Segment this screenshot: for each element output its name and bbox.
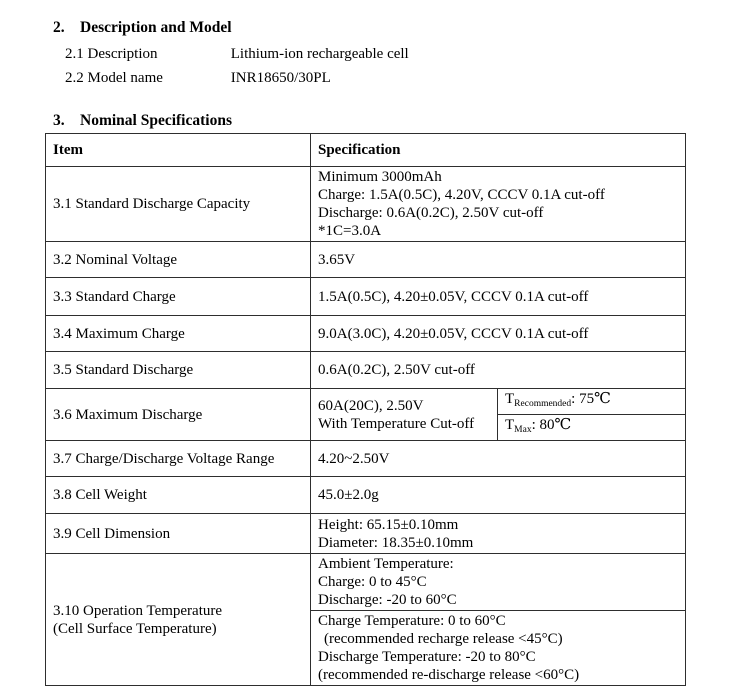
item-cell: 3.6 Maximum Discharge	[46, 389, 311, 441]
spec-cell: 45.0±2.0g	[311, 477, 686, 514]
item-cell: 3.4 Maximum Charge	[46, 316, 311, 352]
spec-cell: 4.20~2.50V	[311, 441, 686, 477]
table-header-row	[46, 134, 686, 167]
table-row	[46, 167, 686, 242]
t-max-prefix: T	[505, 417, 515, 433]
table-row	[46, 352, 686, 389]
section-3-number: 3.	[53, 112, 65, 129]
spec-line: Height: 65.15±0.10mm	[318, 516, 459, 533]
item-column-header: Item	[46, 134, 311, 167]
item-cell: 3.7 Charge/Discharge Voltage Range	[46, 441, 311, 477]
item-cell: 3.3 Standard Charge	[46, 278, 311, 316]
item-cell: 3.9 Cell Dimension	[46, 514, 311, 554]
item-line: 3.10 Operation Temperature	[53, 602, 223, 619]
spec-line: Charge: 0 to 45°C	[318, 574, 427, 590]
description-label: 2.1 Description	[65, 46, 158, 62]
spec-cell	[311, 514, 686, 554]
t-recommended-cell	[498, 389, 686, 415]
spec-line: Discharge Temperature: -20 to 80°C	[318, 649, 536, 665]
spec-line: Ambient Temperature:	[318, 556, 454, 572]
spec-cell: 0.6A(0.2C), 2.50V cut-off	[311, 352, 686, 389]
t-recommended-prefix: T	[505, 391, 515, 407]
spec-line: Diameter: 18.35±0.10mm	[318, 534, 474, 551]
specification-column-header: Specification	[311, 134, 686, 167]
spec-cell	[311, 389, 498, 441]
description-value: Lithium-ion rechargeable cell	[230, 46, 409, 62]
table-row	[46, 316, 686, 352]
spec-line: (recommended re-discharge release <60°C)	[318, 667, 580, 683]
section-2-title: Description and Model	[80, 19, 232, 36]
table-row	[46, 441, 686, 477]
model-name-label: 2.2 Model name	[65, 70, 163, 86]
spec-line: Minimum 3000mAh	[318, 169, 442, 185]
item-cell: 3.1 Standard Discharge Capacity	[46, 167, 311, 242]
nominal-specifications-table	[45, 133, 686, 686]
item-cell: 3.5 Standard Discharge	[46, 352, 311, 389]
section-2-number: 2.	[53, 19, 65, 36]
model-name-value: INR18650/30PL	[230, 70, 331, 86]
t-max-value: : 80℃	[531, 417, 572, 433]
spec-line: (recommended recharge release <45°C)	[324, 631, 563, 647]
t-max-cell	[498, 415, 686, 441]
model-name-row	[65, 70, 331, 87]
spec-line: *1C=3.0A	[318, 223, 382, 239]
spec-cell: 3.65V	[311, 242, 686, 278]
table-row	[46, 514, 686, 554]
table-row	[46, 477, 686, 514]
t-recommended-subscript: Recommended	[514, 399, 572, 409]
spec-line: Discharge: 0.6A(0.2C), 2.50V cut-off	[318, 205, 544, 221]
item-cell: 3.2 Nominal Voltage	[46, 242, 311, 278]
spec-line: Charge Temperature: 0 to 60°C	[318, 613, 506, 629]
surface-temperature-cell	[311, 611, 686, 686]
item-line: (Cell Surface Temperature)	[53, 620, 217, 637]
table-row	[46, 278, 686, 316]
table-row	[46, 389, 686, 415]
spec-cell: 9.0A(3.0C), 4.20±0.05V, CCCV 0.1A cut-off	[311, 316, 686, 352]
section-3-title: Nominal Specifications	[80, 112, 232, 129]
spec-line: With Temperature Cut-off	[318, 415, 475, 432]
description-row	[65, 46, 409, 63]
t-max-subscript: Max	[514, 425, 532, 435]
item-cell	[46, 554, 311, 686]
spec-line: Discharge: -20 to 60°C	[318, 592, 457, 608]
spec-cell	[311, 167, 686, 242]
section-2-heading	[53, 19, 232, 37]
ambient-temperature-cell	[311, 554, 686, 611]
t-recommended-value: : 75℃	[571, 391, 611, 407]
spec-cell: 1.5A(0.5C), 4.20±0.05V, CCCV 0.1A cut-off	[311, 278, 686, 316]
item-cell: 3.8 Cell Weight	[46, 477, 311, 514]
spec-line: 60A(20C), 2.50V	[318, 397, 424, 414]
table-row	[46, 242, 686, 278]
spec-line: Charge: 1.5A(0.5C), 4.20V, CCCV 0.1A cut-off	[318, 187, 605, 203]
table-row	[46, 554, 686, 611]
section-3-heading	[53, 112, 232, 130]
